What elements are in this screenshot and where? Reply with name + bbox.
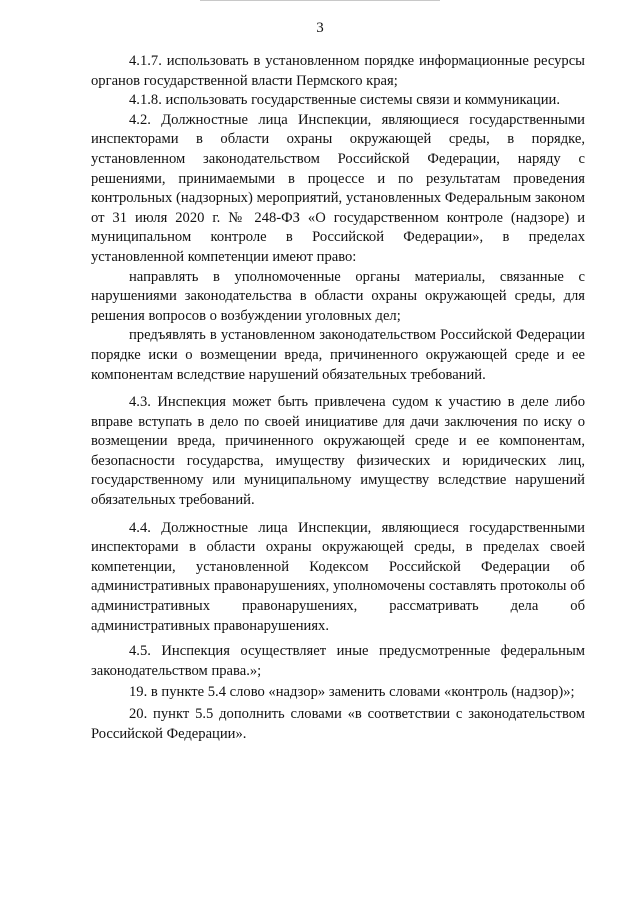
document-body: [91, 52, 585, 744]
page-number: 3: [316, 20, 324, 36]
paragraph-4-1-7: 4.1.7. использовать в установленном порядке информационные ресурсы органов государственной власти Пермского края;: [91, 53, 585, 89]
paragraph-4-2-item-1: направлять в уполномоченные органы материалы, связанные с нарушениями законодательства в области охраны окружающей среды, для решения вопросов о возбуждении уголовных дел;: [91, 268, 585, 324]
paragraph-4-3: 4.3. Инспекция может быть привлечена судом к участию в деле либо вправе вступать в дело по своей инициативе для дачи заключения по иску о возмещении вреда, причиненного окружающей среде и ее компонентам, безопасности государства, имуществу физических и юридических лиц, государственному или муниципальному имуществу вследствие нарушений обязательных требований.: [91, 394, 585, 509]
paragraph-4-2-item-2: предъявлять в установленном законодательством Российской Федерации порядке иски о возмещении вреда, причиненного окружающей среде и ее компонентам вследствие нарушений обязательных требований.: [91, 327, 585, 383]
paragraph-4-2: 4.2. Должностные лица Инспекции, являющиеся государственными инспекторами в области охраны окружающей среды, в порядке, установленном законодательством Российской Федерации, наряду с решениями, принимаемыми в процессе и по результатам проведения контрольных (надзорных) мероприятий, установленных Федеральным законом от 31 июля 2020 г. № 248-ФЗ «О государственном контроле (надзоре) и муниципальном контроле в Российской Федерации», в пределах установленной компетенции имеют право:: [91, 111, 585, 265]
paragraph-4-4: 4.4. Должностные лица Инспекции, являющиеся государственными инспекторами в области охраны окружающей среды, в пределах своей компетенции, установленной Кодексом Российской Федерации об административных правонарушениях, уполномочены составлять протоколы об административных правонарушениях, рассматривать дела об административных правонарушениях.: [91, 519, 585, 634]
paragraph-19: 19. в пункте 5.4 слово «надзор» заменить словами «контроль (надзор)»;: [129, 684, 575, 701]
paragraph-4-1-8: 4.1.8. использовать государственные системы связи и коммуникации.: [129, 92, 560, 109]
paragraph-4-5: 4.5. Инспекция осуществляет иные предусмотренные федеральным законодательством права.»;: [91, 643, 585, 679]
scan-edge-line: [200, 0, 440, 1]
paragraph-20: 20. пункт 5.5 дополнить словами «в соответствии с законодательством Российской Федерации».: [91, 706, 585, 742]
